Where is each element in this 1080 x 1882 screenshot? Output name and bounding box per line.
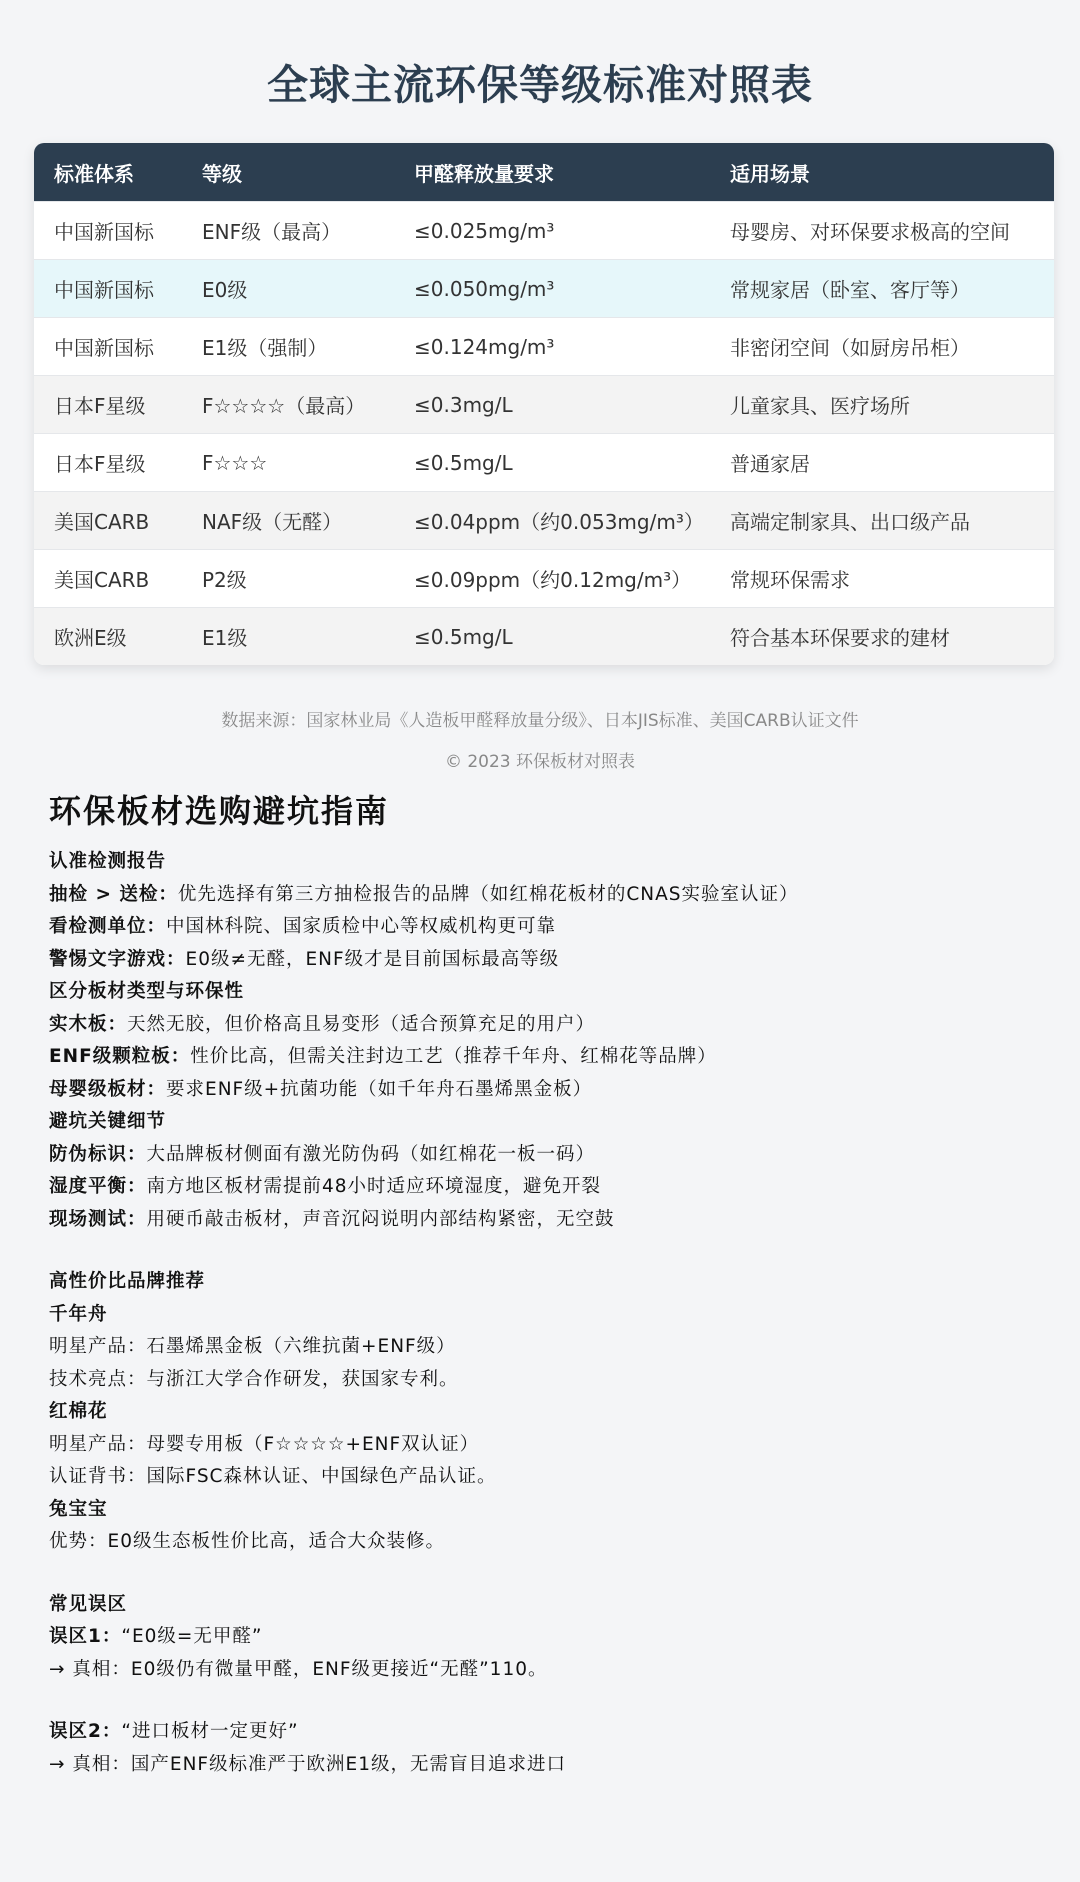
- standards-table-card: [34, 143, 1054, 665]
- spacer: [49, 1236, 1049, 1266]
- table-cell: ≤0.5mg/L: [394, 434, 710, 492]
- line-text: 天然无胶，但价格高且易变形（适合预算充足的用户）: [127, 1013, 596, 1035]
- header-grade: 等级: [182, 143, 394, 202]
- table-cell: ≤0.04ppm（约0.053mg/m³）: [394, 492, 710, 550]
- table-cell: E1级（强制）: [182, 318, 394, 376]
- line-text: 优先选择有第三方抽检报告的品牌（如红棉花板材的CNAS实验室认证）: [177, 883, 799, 905]
- table-cell: 儿童家具、医疗场所: [710, 376, 1054, 434]
- table-cell: ≤0.09ppm（约0.12mg/m³）: [394, 550, 710, 608]
- guide-title: 环保板材选购避坑指南: [49, 792, 390, 830]
- line-label: 看检测单位：: [49, 916, 167, 937]
- table-cell: 符合基本环保要求的建材: [710, 608, 1054, 666]
- guide-line: [49, 1041, 1049, 1074]
- section-heading: 高性价比品牌推荐: [49, 1271, 206, 1292]
- buying-guide: [49, 786, 1049, 1781]
- myth-text: “进口板材一定更好”: [121, 1721, 299, 1742]
- table-cell: 常规环保需求: [710, 550, 1054, 608]
- section-heading: 常见误区: [49, 1593, 128, 1615]
- section-heading: 区分板材类型与环保性: [49, 981, 245, 1002]
- line-label: ENF级颗粒板：: [49, 1046, 191, 1067]
- myth-text: “E0级=无甲醛”: [121, 1626, 263, 1647]
- page-title: 全球主流环保等级标准对照表: [267, 61, 813, 109]
- guide-line: [49, 1074, 1049, 1107]
- table-cell: 中国新国标: [34, 260, 182, 318]
- table-cell: ≤0.5mg/L: [394, 608, 710, 666]
- table-cell: 常规家居（卧室、客厅等）: [710, 260, 1054, 318]
- line-text: 要求ENF级+抗菌功能（如千年舟石墨烯黑金板）: [166, 1078, 593, 1100]
- line-label: 抽检 > 送检：: [49, 883, 178, 905]
- table-row: [34, 492, 1054, 550]
- guide-line: [49, 944, 1049, 977]
- spacer: [49, 1686, 1049, 1716]
- table-cell: E0级: [182, 260, 394, 318]
- table-cell: ≤0.025mg/m³: [394, 202, 710, 260]
- line-label: 现场测试：: [49, 1208, 147, 1230]
- table-row: [34, 376, 1054, 434]
- brand-name: 千年舟: [49, 1303, 108, 1325]
- guide-line: [49, 879, 1049, 912]
- spacer: [49, 1559, 1049, 1589]
- guide-line: [49, 1139, 1049, 1172]
- line-label: 母婴级板材：: [49, 1078, 167, 1100]
- table-cell: 中国新国标: [34, 202, 182, 260]
- table-row: [34, 202, 1054, 260]
- brand-name: 红棉花: [49, 1401, 108, 1422]
- table-row: [34, 550, 1054, 608]
- myth-truth: → 真相：国产ENF级标准严于欧洲E1级，无需盲目追求进口: [49, 1753, 567, 1775]
- line-text: E0级≠无醛，ENF级才是目前国标最高等级: [185, 948, 560, 970]
- table-cell: 欧洲E级: [34, 608, 182, 666]
- line-label: 实木板：: [49, 1013, 128, 1035]
- brand-line: 明星产品：石墨烯黑金板（六维抗菌+ENF级）: [49, 1336, 456, 1357]
- line-label: 防伪标识：: [49, 1143, 147, 1165]
- table-cell: ≤0.050mg/m³: [394, 260, 710, 318]
- guide-line: [49, 1171, 1049, 1204]
- line-label: 湿度平衡：: [49, 1176, 147, 1197]
- table-cell: 美国CARB: [34, 492, 182, 550]
- header-scenario: 适用场景: [710, 143, 1054, 202]
- table-cell: 普通家居: [710, 434, 1054, 492]
- standards-table: [34, 143, 1054, 665]
- table-cell: NAF级（无醛）: [182, 492, 394, 550]
- table-cell: 日本F星级: [34, 376, 182, 434]
- table-cell: E1级: [182, 608, 394, 666]
- section-heading: 避坑关键细节: [49, 1111, 167, 1132]
- table-row: [34, 434, 1054, 492]
- line-label: 警惕文字游戏：: [49, 948, 186, 970]
- table-cell: ENF级（最高）: [182, 202, 394, 260]
- table-cell: 日本F星级: [34, 434, 182, 492]
- table-row: [34, 608, 1054, 666]
- table-row: [34, 260, 1054, 318]
- myth-line: [49, 1716, 1049, 1749]
- data-source-note: 数据来源：国家林业局《人造板甲醛释放量分级》、日本JIS标准、美国CARB认证文件: [221, 711, 859, 731]
- line-text: 中国林科院、国家质检中心等权威机构更可靠: [166, 916, 557, 937]
- guide-line: [49, 1204, 1049, 1237]
- brand-line: 明星产品：母婴专用板（F☆☆☆☆+ENF双认证）: [49, 1433, 480, 1455]
- table-cell: F☆☆☆: [182, 434, 394, 492]
- table-cell: 母婴房、对环保要求极高的空间: [710, 202, 1054, 260]
- table-cell: 非密闭空间（如厨房吊柜）: [710, 318, 1054, 376]
- myth-truth: → 真相：E0级仍有微量甲醛，ENF级更接近“无醛”110。: [49, 1658, 548, 1680]
- myth-label: 误区2：: [49, 1721, 122, 1742]
- table-row: [34, 318, 1054, 376]
- table-header-row: [34, 143, 1054, 202]
- table-cell: ≤0.3mg/L: [394, 376, 710, 434]
- brand-line: 技术亮点：与浙江大学合作研发，获国家专利。: [49, 1368, 459, 1390]
- brand-line: 认证背书：国际FSC森林认证、中国绿色产品认证。: [49, 1466, 497, 1487]
- table-cell: P2级: [182, 550, 394, 608]
- line-text: 南方地区板材需提前48小时适应环境湿度，避免开裂: [146, 1176, 602, 1197]
- line-text: 大品牌板材侧面有激光防伪码（如红棉花一板一码）: [146, 1143, 596, 1165]
- myth-label: 误区1：: [49, 1626, 122, 1647]
- table-cell: F☆☆☆☆（最高）: [182, 376, 394, 434]
- line-text: 用硬币敲击板材，声音沉闷说明内部结构紧密，无空鼓: [146, 1208, 615, 1230]
- table-cell: ≤0.124mg/m³: [394, 318, 710, 376]
- guide-line: [49, 1009, 1049, 1042]
- table-cell: 中国新国标: [34, 318, 182, 376]
- copyright-note: © 2023 环保板材对照表: [444, 752, 636, 772]
- brand-name: 兔宝宝: [49, 1498, 108, 1520]
- guide-line: [49, 911, 1049, 944]
- header-standard-system: 标准体系: [34, 143, 182, 202]
- line-text: 性价比高，但需关注封边工艺（推荐千年舟、红棉花等品牌）: [190, 1046, 717, 1067]
- table-cell: 美国CARB: [34, 550, 182, 608]
- brand-line: 优势：E0级生态板性价比高，适合大众装修。: [49, 1531, 445, 1552]
- table-cell: 高端定制家具、出口级产品: [710, 492, 1054, 550]
- section-heading: 认准检测报告: [49, 851, 167, 872]
- header-formaldehyde: 甲醛释放量要求: [394, 143, 710, 202]
- myth-line: [49, 1621, 1049, 1654]
